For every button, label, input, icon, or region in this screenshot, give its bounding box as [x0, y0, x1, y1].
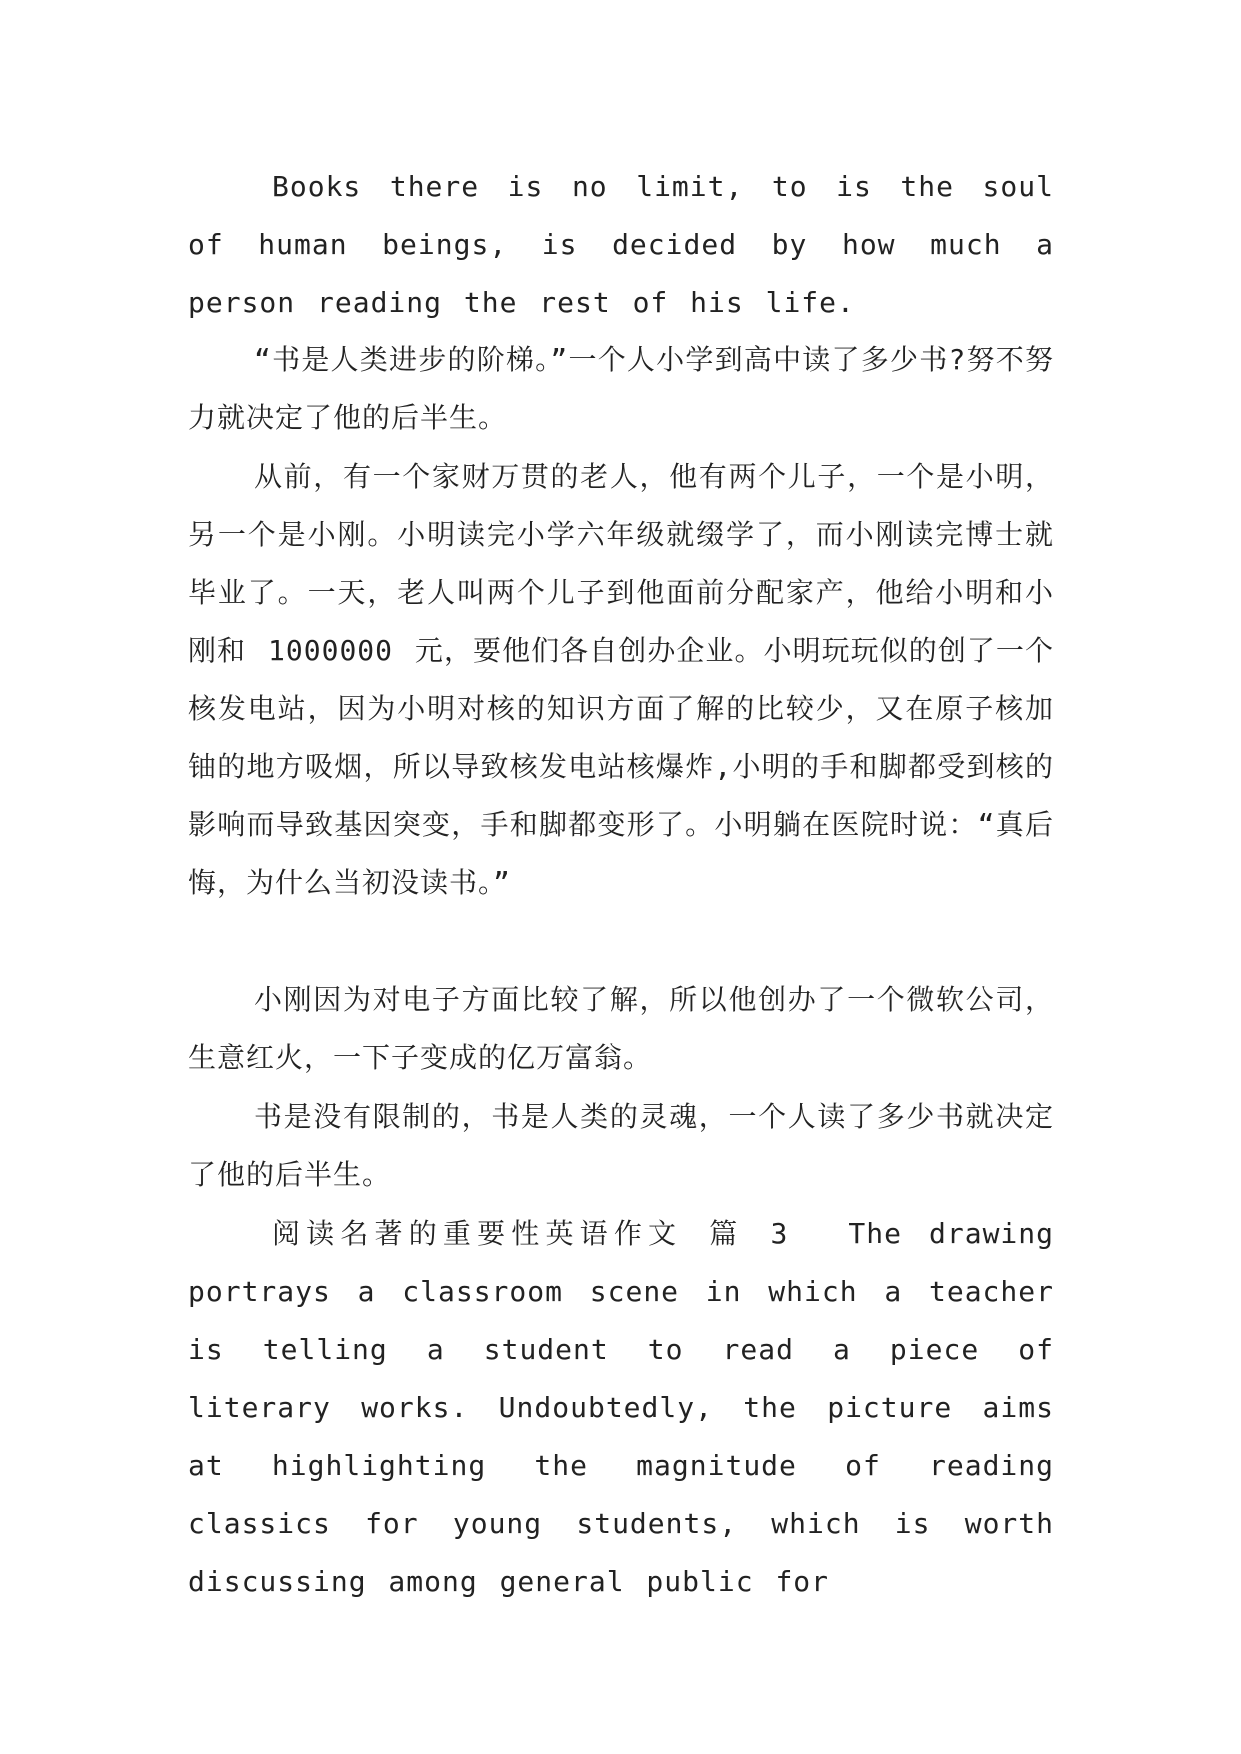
- section-3: [188, 1205, 1054, 1611]
- paragraph-conclusion: 书是没有限制的，书是人类的灵魂，一个人读了多少书就决定了他的后半生。: [188, 1100, 1054, 1191]
- paragraph-xiaogang: 小刚因为对电子方面比较了解，所以他创办了一个微软公司，生意红火，一下子变成的亿万富翁。: [188, 983, 1054, 1074]
- section-heading: 阅读名著的重要性英语作文 篇 3: [272, 1217, 789, 1250]
- paragraph-english-intro: Books there is no limit, to is the soul of human beings, is decided by how much a person reading the rest of his life.: [188, 170, 1054, 319]
- paragraph-story: 从前，有一个家财万贯的老人，他有两个儿子，一个是小明，另一个是小刚。小明读完小学六年级就缀学了，而小刚读完博士就毕业了。一天，老人叫两个儿子到他面前分配家产，他给小明和小刚和 1000000 元，要他们各自创办企业。小明玩玩似的创了一个核发电站，因为小明对核的知识方面了解的比较少，又在原子核加铀的地方吸烟，所以导致核发电站核爆炸,小明的手和脚都受到核的影响而导致基因突变，手和脚都变形了。小明躺在医院时说：“真后悔，为什么当初没读书。”: [188, 460, 1054, 899]
- section-body: The drawing portrays a classroom scene in which a teacher is telling a student to read a piece of literary works. Undoubtedly, the picture aims at highlighting the magnitude of reading classics for young students, which is worth discussing among general public for: [188, 1217, 1054, 1598]
- paragraph-quote-ladder: “书是人类进步的阶梯。”一个人小学到高中读了多少书?努不努力就决定了他的后半生。: [188, 343, 1054, 434]
